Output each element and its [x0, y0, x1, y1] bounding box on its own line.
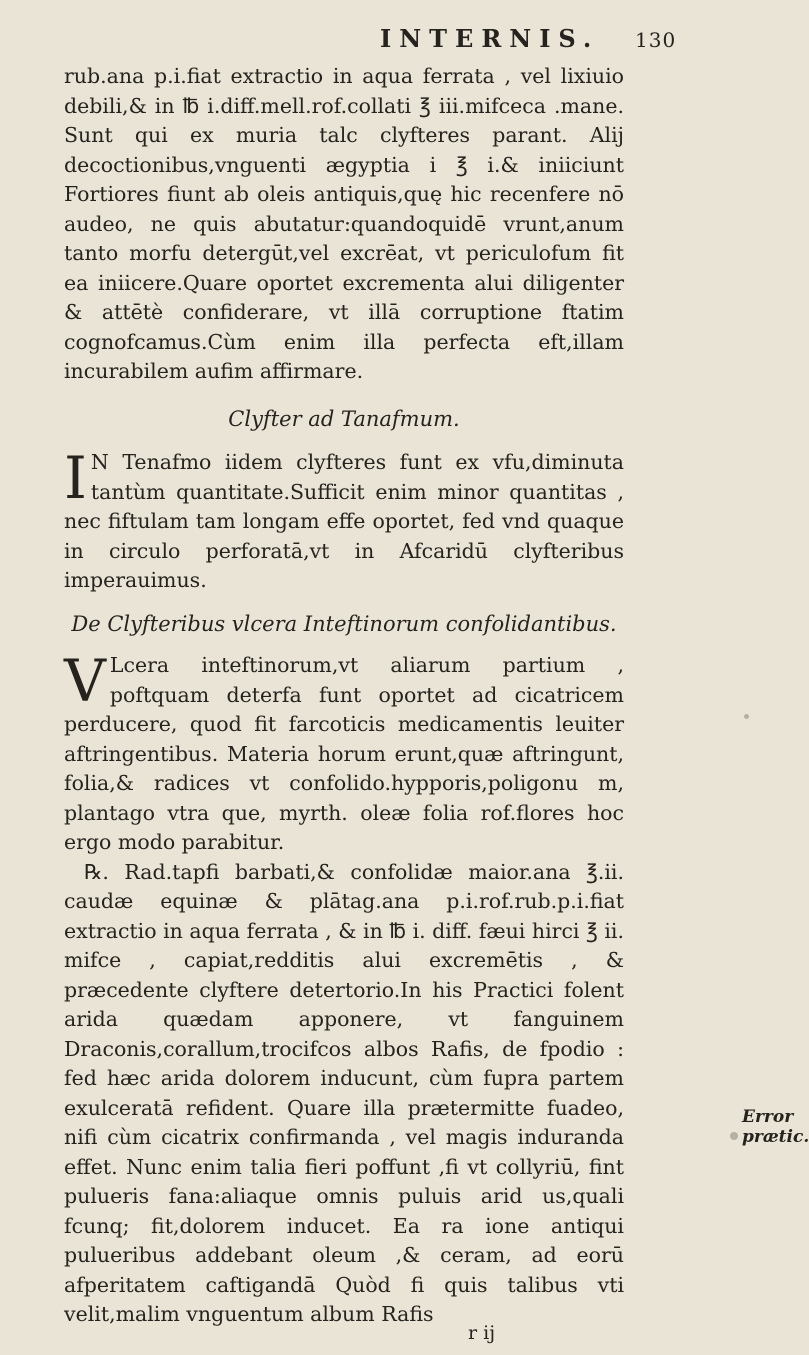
- ink-spot: [730, 1132, 738, 1140]
- ink-spot: [744, 714, 749, 719]
- heading-clysters-ulcers: De Clyfteribus vlcera Inteftinorum confolidantibus.: [71, 611, 617, 636]
- margin-note: Error prætic.: [742, 1107, 809, 1147]
- paragraph-3: [64, 647, 624, 858]
- paragraph-1: rub.ana p.i.fiat extractio in aqua ferrata , vel lixiuio debili,& in ℔ i.diff.mell.rof.collati ℥ iii.mifceca .mane. Sunt qui ex muria talc clyfteres parant. Alij decoctionibus,vnguenti ægyptia i ℥ i.& iniiciunt Fortiores fiunt ab oleis antiquis,quę hic recenfere nō audeo, ne quis abutatur:quandoquidē vrunt,anum tanto morfu detergūt,vel excrēat, vt periculofum fit ea iniicere.Quare oportet excrementa alui diligenter & attētè confiderare, vt illā corruptione ftatim cognofcamus.Cùm enim illa perfecta eft,illam incurabilem aufim affirmare.: [64, 64, 624, 383]
- text-block: [64, 62, 624, 1330]
- signature-line: [468, 1322, 529, 1344]
- heading-clyster-tenesmus: Clyfter ad Tanafmum.: [228, 406, 460, 431]
- signature-mark: r ij: [468, 1322, 496, 1344]
- paragraph-4-recipe: ℞. Rad.tapfi barbati,& confolidæ maior.ana ℥.ii. caudæ equinæ & plātag.ana p.i.rof.rub.p.i.fiat extractio in aqua ferrata , & in ℔ i. diff. fæui hirci ℥ ii. mifce , capiat,redditis alui excremētis , & præcedente clyftere detertorio.In his Practici folent arida quædam apponere, vt fanguinem Draconis,corallum,trocifcos albos Rafis, de fpodio : fed hæc arida dolorem inducunt, cùm fupra partem exulceratā refident. Quare illa prætermitte fuadeo, nifi cùm cicatrix confirmanda , vel magis induranda effet. Nunc enim talia fieri poffunt ,fi vt collyriū, fint pulueris fana:aliaque omnis puluis arid us,quali fcunq; fit,dolorem inducet. Ea ra ione antiqui pulueribus addebant oleum ,& ceram, ad eorū afperitatem caftigandā Quòd fi quis talibus vti velit,malim vnguentum album Rafis: [64, 859, 624, 1326]
- page-header: [380, 18, 677, 58]
- running-title: INTERNIS.: [380, 24, 600, 53]
- paragraph-3-text: Lcera inteftinorum,vt aliarum partium , poftquam deterfa funt oportet ad cicatricem perducere, quod fit farcoticis medicamentis leuiter aftringentibus. Materia horum erunt,quæ aftringunt, folia,& radices vt confolido.hypporis,poligonu m, plantago vtra que, myrth. oleæ folia rof.flores hoc ergo modo parabitur.: [64, 653, 624, 854]
- drop-cap-v: V: [64, 647, 106, 715]
- paragraph-2-text: N Tenafmo iidem clyfteres funt ex vfu,diminuta tantùm quantitate.Sufficit enim minor quantitas , nec fiftulam tam longam effe oportet, fed vnd quaque in circulo perforatā,vt in Afcaridū clyfteribus imperauimus.: [64, 450, 624, 592]
- page-number: 130: [635, 28, 677, 52]
- paragraph-2: [64, 444, 624, 596]
- drop-cap-i: I: [64, 444, 87, 512]
